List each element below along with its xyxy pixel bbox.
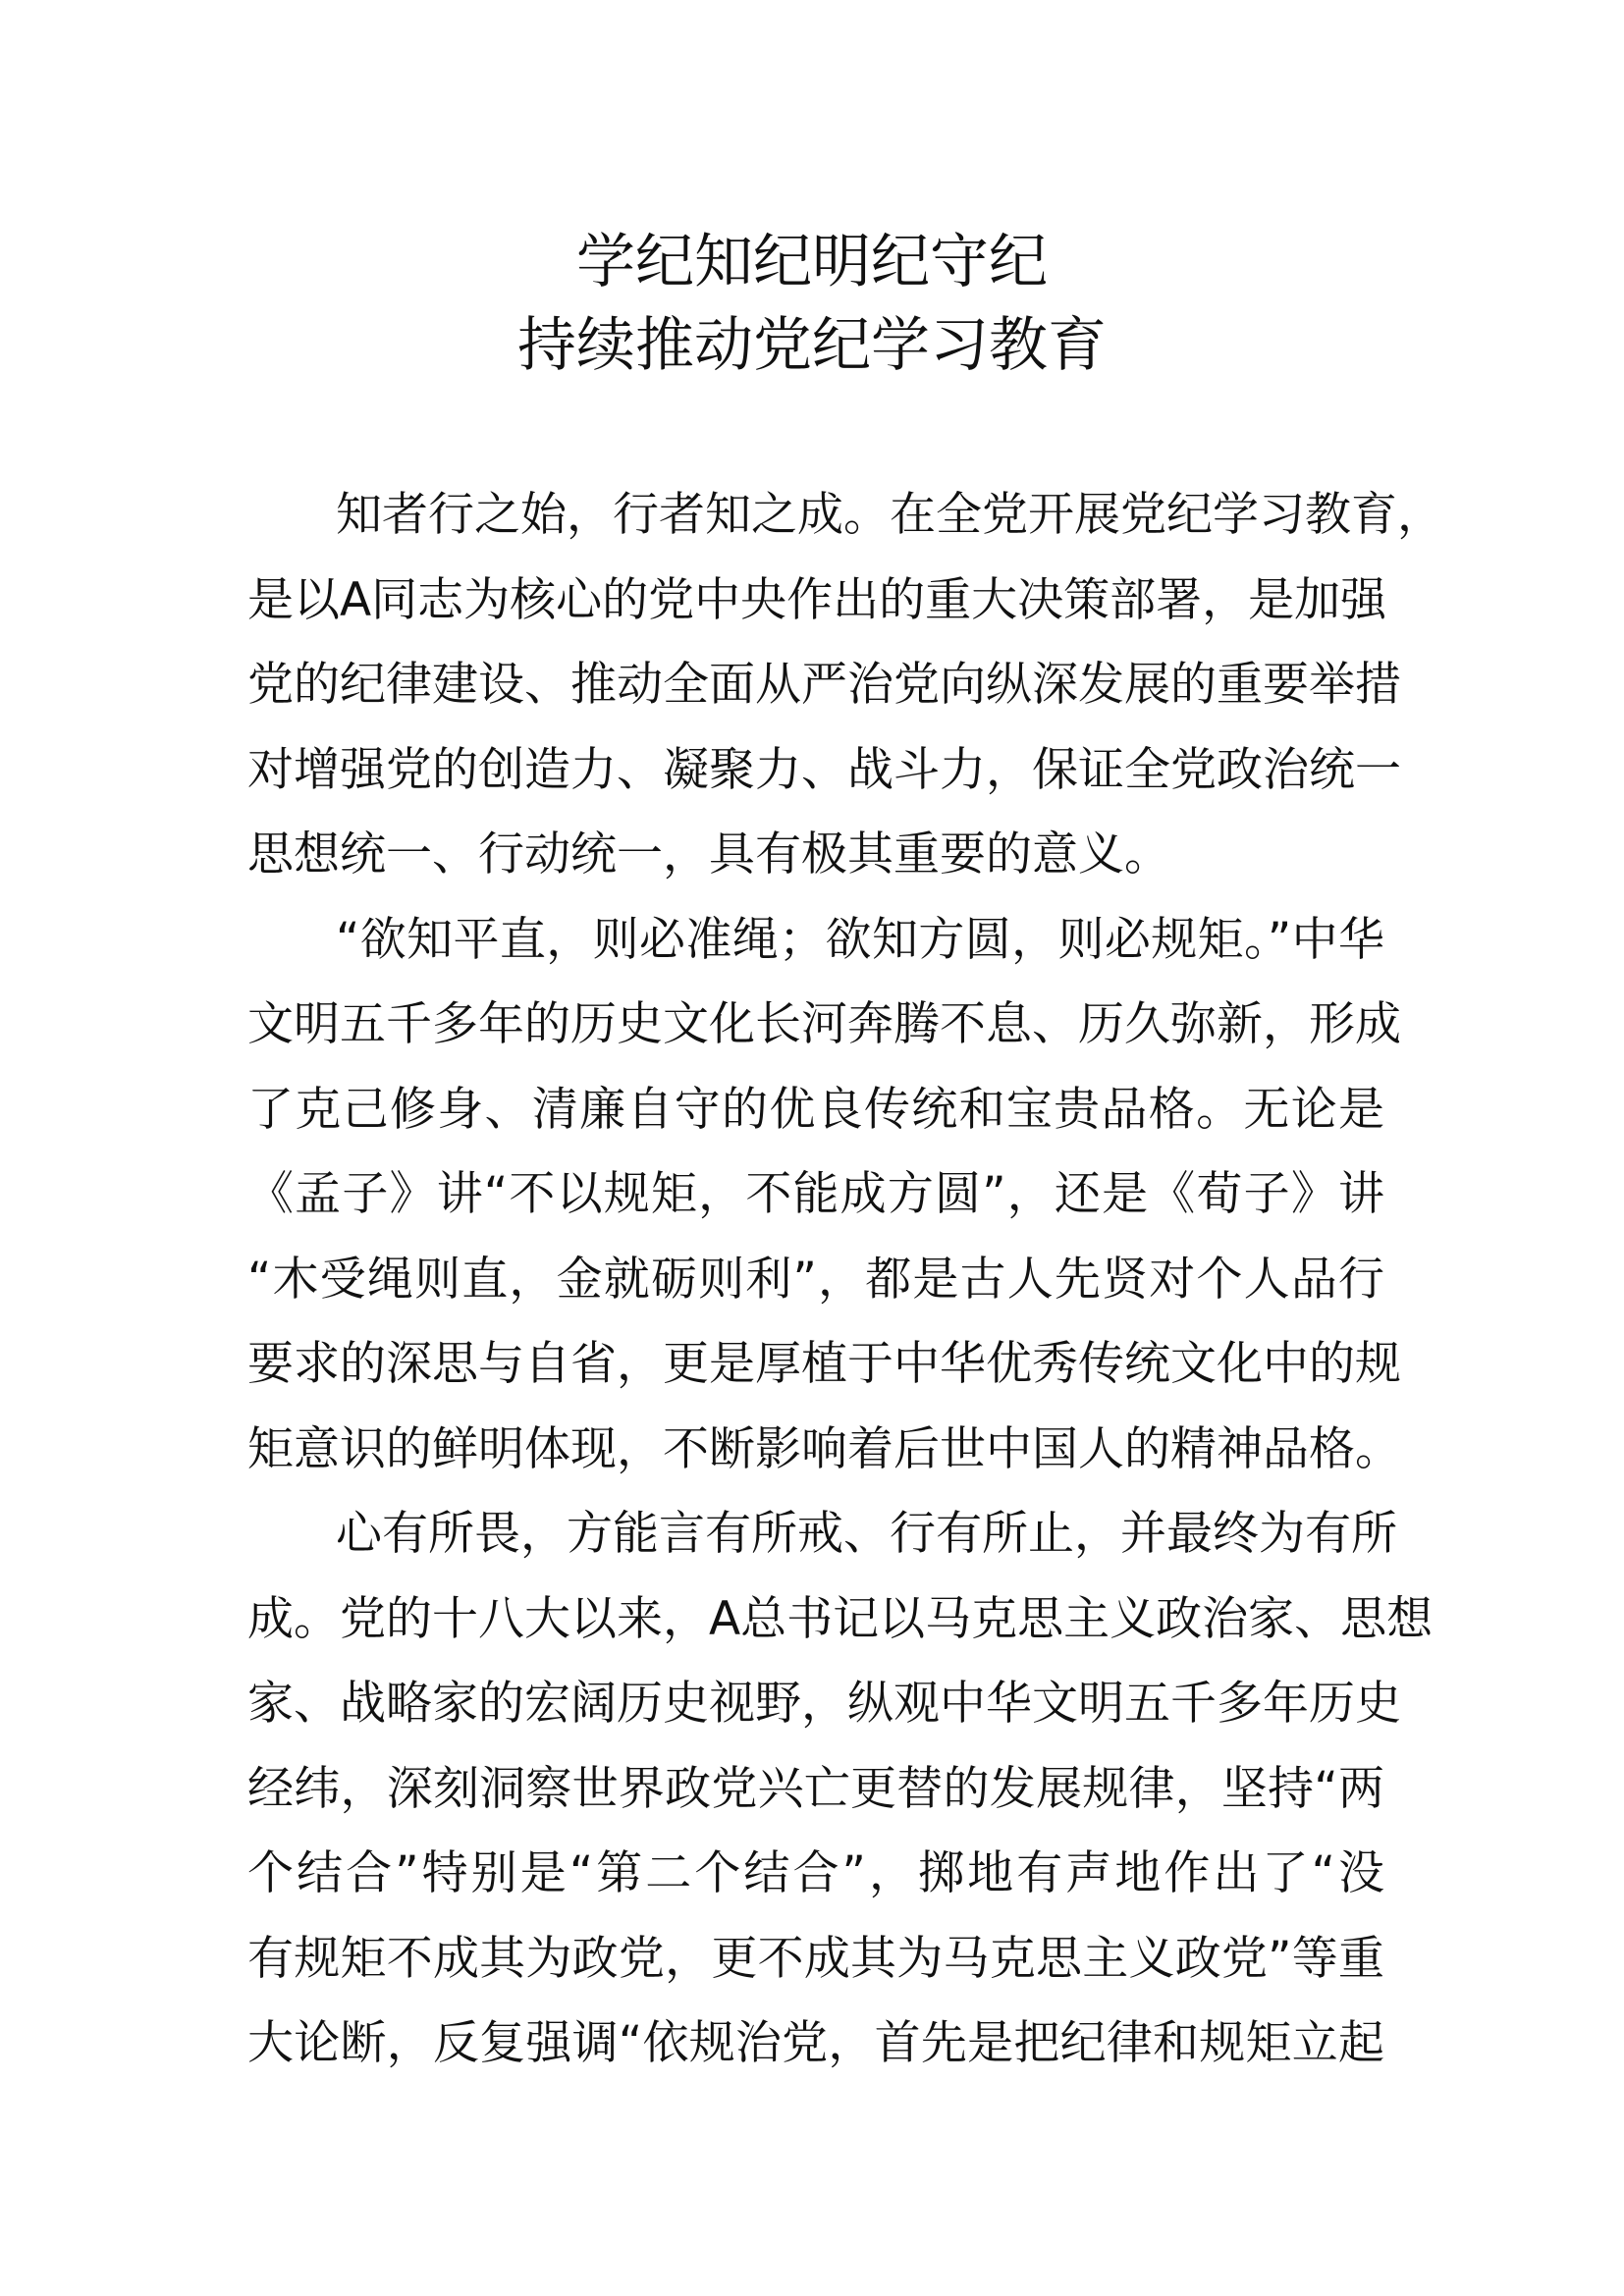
paragraph-3-line: 成。党的十八大以来，A总书记以马克思主义政治家、思想 — [247, 1592, 1434, 1646]
paragraph-1-line: 党的纪律建设、推动全面从严治党向纵深发展的重要举措 — [247, 658, 1401, 712]
title-line-1: 学纪知纪明纪守纪 — [576, 228, 1048, 296]
paragraph-2-line: “欲知平直，则必准绳；欲知方圆，则必规矩。”中华 — [336, 913, 1384, 967]
paragraph-1-line: 对增强党的创造力、凝聚力、战斗力，保证全党政治统一 — [247, 743, 1401, 797]
paragraph-2-line: 要求的深思与自省，更是厚植于中华优秀传统文化中的规 — [247, 1337, 1401, 1391]
paragraph-3-line: 个结合”特别是“第二个结合”，掷地有声地作出了“没 — [247, 1846, 1384, 1900]
paragraph-3-line: 大论断，反复强调“依规治党，首先是把纪律和规矩立起 — [247, 2016, 1384, 2070]
paragraph-2-line: 《孟子》讲“不以规矩，不能成方圆”，还是《荀子》讲 — [247, 1167, 1384, 1221]
title-line-2: 持续推动党纪学习教育 — [517, 311, 1107, 380]
paragraph-3-line: 经纬，深刻洞察世界政党兴亡更替的发展规律，坚持“两 — [247, 1762, 1384, 1816]
paragraph-1-line: 思想统一、行动统一，具有极其重要的意义。 — [247, 828, 1170, 881]
paragraph-3-line: 心有所畏，方能言有所戒、行有所止，并最终为有所 — [336, 1507, 1397, 1561]
paragraph-2-line: 矩意识的鲜明体现，不断影响着后世中国人的精神品格。 — [247, 1422, 1401, 1476]
paragraph-1-line: 是以A同志为核心的党中央作出的重大决策部署，是加强 — [247, 573, 1387, 627]
paragraph-2-line: “木受绳则直，金就砺则利”，都是古人先贤对个人品行 — [247, 1253, 1384, 1307]
paragraph-3-line: 家、战略家的宏阔历史视野，纵观中华文明五千多年历史 — [247, 1677, 1401, 1731]
paragraph-1-line: 知者行之始，行者知之成。在全党开展党纪学习教育， — [336, 488, 1443, 542]
paragraph-3-line: 有规矩不成其为政党，更不成其为马克思主义政党”等重 — [247, 1932, 1384, 1986]
paragraph-2-line: 了克己修身、清廉自守的优良传统和宝贵品格。无论是 — [247, 1083, 1384, 1137]
paragraph-2-line: 文明五千多年的历史文化长河奔腾不息、历久弥新，形成 — [247, 997, 1401, 1051]
